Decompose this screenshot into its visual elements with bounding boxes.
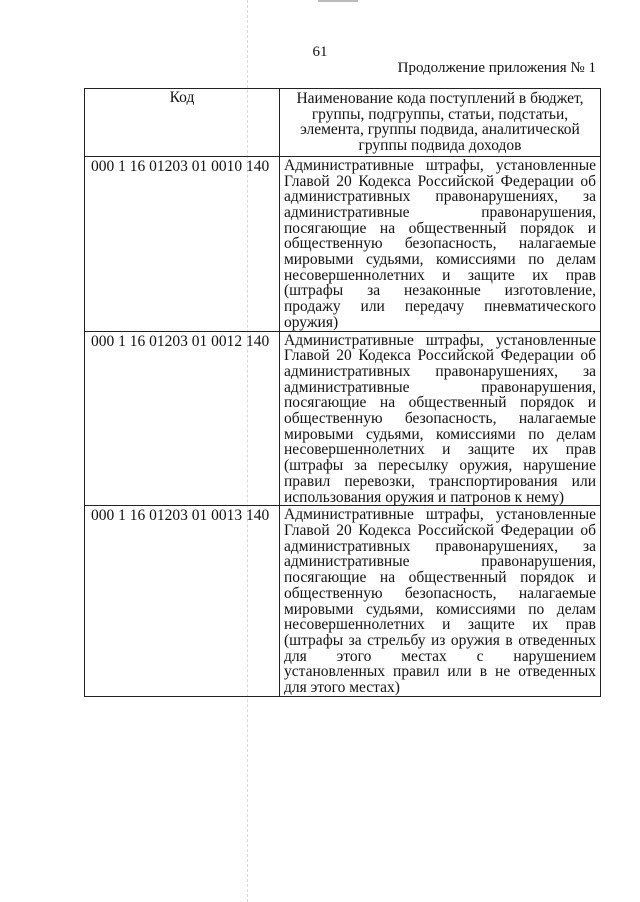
column-header-code: Код — [85, 89, 280, 157]
revenue-description: Административные штрафы, установленные Главой 20 Кодекса Российской Федерации об административных правонарушениях, за административные правонарушения, посягающие на общественный порядок и общественную безопасность, налагаемые мировыми судьями, комиссиями по делам несовершеннолетних и защите их прав (штрафы за незаконные изготовление, продажу или передачу пневматического оружия) — [280, 156, 601, 331]
revenue-description: Административные штрафы, установленные Главой 20 Кодекса Российской Федерации об административных правонарушениях, за административные правонарушения, посягающие на общественный порядок и общественную безопасность, налагаемые мировыми судьями, комиссиями по делам несовершеннолетних и защите их прав (штрафы за стрельбу из оружия в отведенных для этого местах с нарушением установленных правил или в не отведенных для этого местах) — [280, 506, 601, 696]
continuation-label: Продолжение приложения № 1 — [397, 60, 596, 76]
table-header-row — [85, 89, 601, 157]
revenue-code: 000 1 16 01203 01 0012 140 — [85, 331, 280, 506]
table-row — [85, 331, 601, 506]
revenue-code: 000 1 16 01203 01 0010 140 — [85, 156, 280, 331]
page-number: 61 — [312, 44, 328, 60]
revenue-description: Административные штрафы, установленные Главой 20 Кодекса Российской Федерации об административных правонарушениях, за административные правонарушения, посягающие на общественный порядок и общественную безопасность, налагаемые мировыми судьями, комиссиями по делам несовершеннолетних и защите их прав (штрафы за пересылку оружия, нарушение правил перевозки, транспортирования или использования оружия и патронов к нему) — [280, 331, 601, 506]
table-row — [85, 156, 601, 331]
table-row — [85, 506, 601, 696]
column-header-name: Наименование кода поступлений в бюджет, группы, подгруппы, статьи, подстатьи, элемента, группы подвида, аналитической группы подвида доходов — [280, 89, 601, 157]
revenue-codes-table — [84, 88, 601, 697]
scan-mark — [318, 0, 358, 2]
revenue-code: 000 1 16 01203 01 0013 140 — [85, 506, 280, 696]
